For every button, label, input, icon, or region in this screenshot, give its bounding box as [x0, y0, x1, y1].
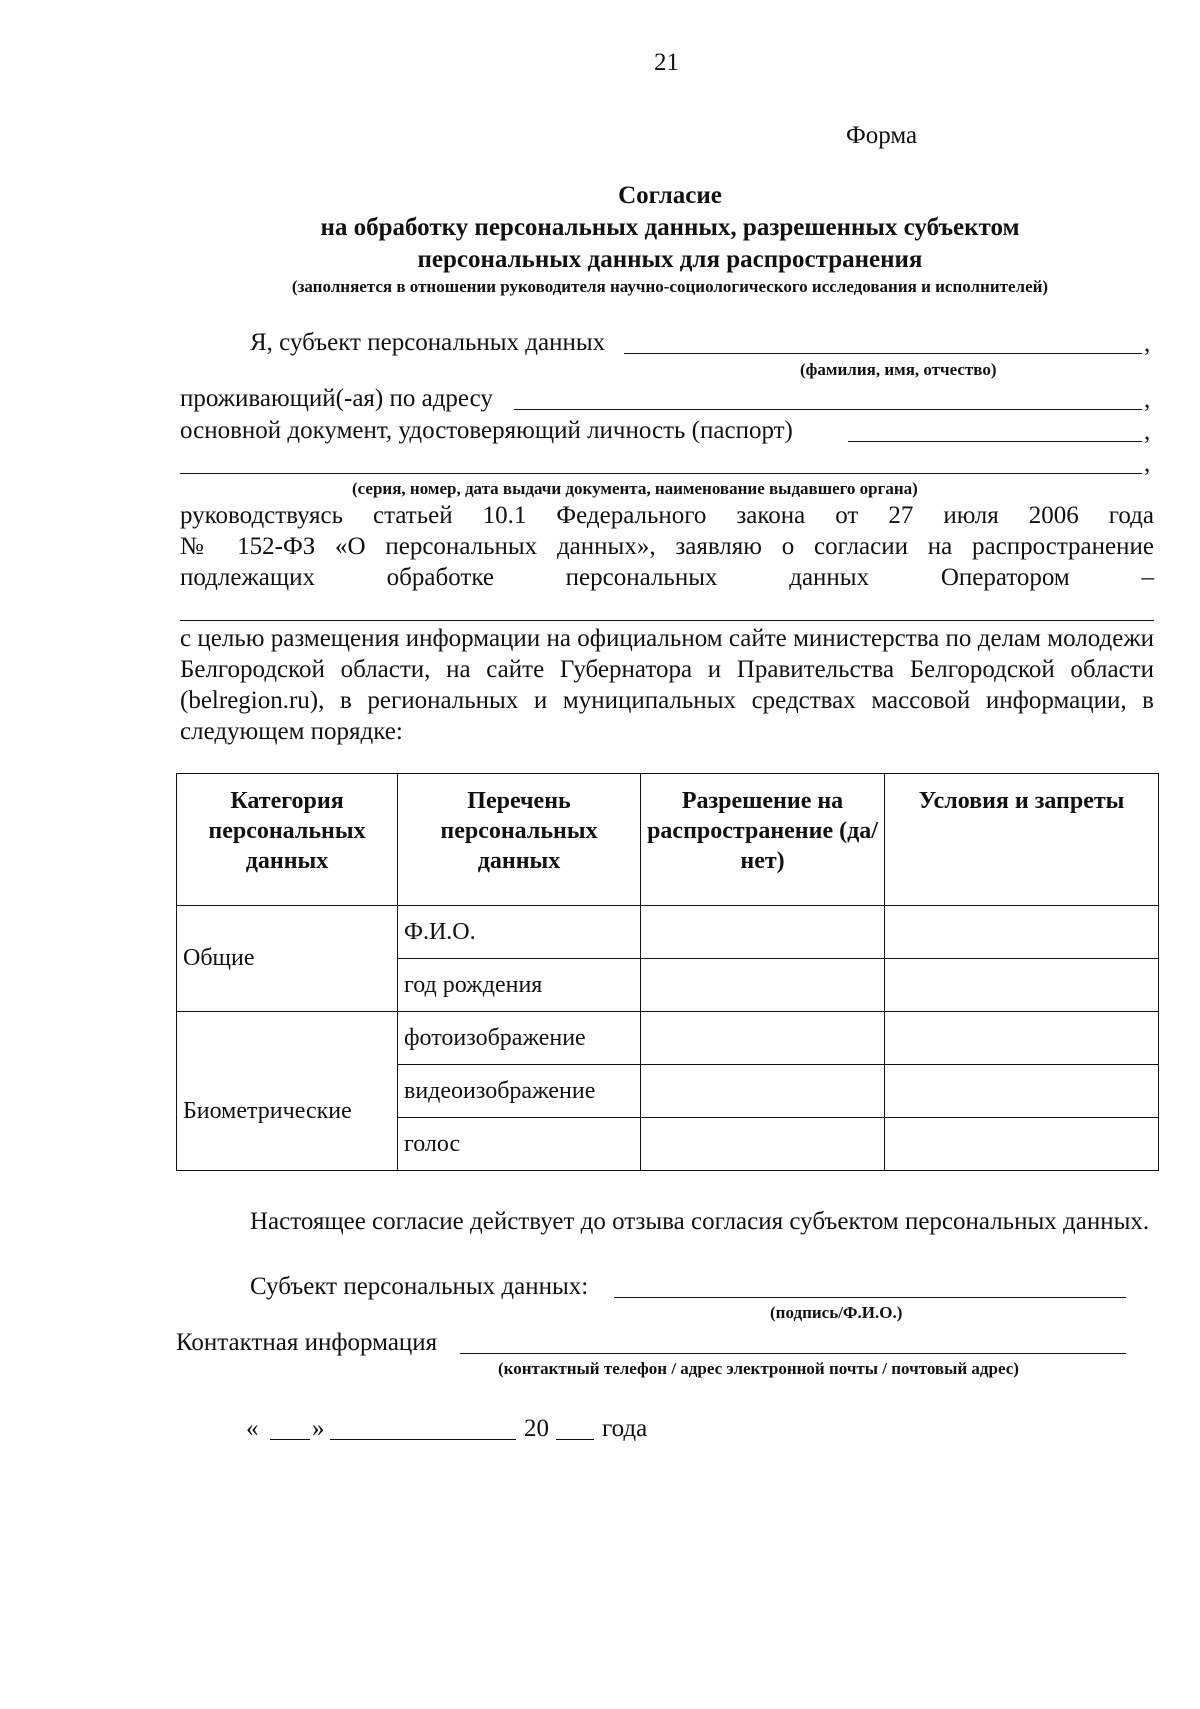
subject-comma: ,	[1144, 330, 1151, 357]
document-label: основной документ, удостоверяющий личность (паспорт)	[180, 417, 793, 444]
permission-cell[interactable]	[641, 906, 885, 959]
title-note: (заполняется в отношении руководителя научно-социологического исследования и исполнителей)	[291, 277, 1049, 296]
category-biometric: Биометрические	[177, 1012, 398, 1171]
document-details-field[interactable]	[180, 473, 1142, 474]
subject-name-field[interactable]	[624, 353, 1142, 354]
signature-hint: (подпись/Ф.И.О.)	[770, 1303, 903, 1322]
permission-cell[interactable]	[641, 1012, 885, 1065]
page-number: 21	[654, 49, 679, 76]
date-century: 20	[524, 1415, 549, 1442]
signature-label: Субъект персональных данных:	[250, 1273, 589, 1300]
document-hint: (серия, номер, дата выдачи документа, наименование выдавшего органа)	[352, 479, 918, 498]
document-comma: ,	[1144, 418, 1151, 445]
signature-field[interactable]	[614, 1297, 1126, 1298]
document-field[interactable]	[848, 441, 1142, 442]
title-line-1: Согласие	[618, 182, 722, 209]
item-video: видеоизображение	[398, 1065, 641, 1118]
date-day-field[interactable]	[270, 1439, 310, 1440]
conditions-cell[interactable]	[885, 906, 1159, 959]
contact-field[interactable]	[460, 1353, 1126, 1354]
item-fio: Ф.И.О.	[398, 906, 641, 959]
title-line-2: на обработку персональных данных, разрешенных субъектом	[320, 214, 1020, 241]
validity-text: Настоящее согласие действует до отзыва согласия субъектом персональных данных.	[250, 1208, 1150, 1235]
address-comma: ,	[1144, 386, 1151, 413]
document-details-comma: ,	[1144, 450, 1151, 477]
header-permission: Разрешение на распространение (да/нет)	[641, 774, 885, 906]
permission-cell[interactable]	[641, 959, 885, 1012]
conditions-cell[interactable]	[885, 1012, 1159, 1065]
conditions-cell[interactable]	[885, 1065, 1159, 1118]
body-line-2: № 152-ФЗ «О персональных данных», заявляю о согласии на распространение	[180, 533, 1154, 560]
form-label: Форма	[846, 122, 918, 149]
consent-table	[176, 773, 1159, 1171]
operator-field[interactable]	[180, 620, 1154, 621]
table-header-row	[177, 774, 1159, 906]
subject-hint: (фамилия, имя, отчество)	[800, 360, 997, 379]
permission-cell[interactable]	[641, 1118, 885, 1171]
body-line-1: руководствуясь статьей 10.1 Федерального закона от 27 июля 2006 года	[180, 502, 1154, 529]
conditions-cell[interactable]	[885, 959, 1159, 1012]
address-label: проживающий(-ая) по адресу	[180, 385, 493, 412]
body-line-3: подлежащих обработке персональных данных Оператором –	[180, 564, 1154, 591]
item-voice: голос	[398, 1118, 641, 1171]
conditions-cell[interactable]	[885, 1118, 1159, 1171]
table-row	[177, 906, 1159, 959]
item-birth-year: год рождения	[398, 959, 641, 1012]
purpose-paragraph: с целью размещения информации на официальном сайте министерства по делам молодежи Белгородской области, на сайте Губернатора и Правительства Белгородской области (belregion.ru), в региональных и муниципальных средствах массовой информации, в следующем порядке:	[180, 625, 1154, 745]
header-conditions: Условия и запреты	[885, 774, 1159, 906]
contact-hint: (контактный телефон / адрес электронной почты / почтовый адрес)	[498, 1359, 1019, 1378]
date-close-quote: »	[312, 1415, 325, 1442]
item-photo: фотоизображение	[398, 1012, 641, 1065]
category-general: Общие	[177, 906, 398, 1012]
title-line-3: персональных данных для распространения	[417, 246, 923, 273]
date-open-quote: «	[246, 1415, 259, 1442]
subject-label: Я, субъект персональных данных	[250, 329, 606, 356]
header-category: Категория персональных данных	[177, 774, 398, 906]
date-suffix: года	[602, 1415, 648, 1442]
address-field[interactable]	[514, 409, 1142, 410]
permission-cell[interactable]	[641, 1065, 885, 1118]
table-row	[177, 1012, 1159, 1065]
date-year-field[interactable]	[556, 1439, 594, 1440]
contact-label: Контактная информация	[176, 1329, 438, 1356]
header-list: Перечень персональных данных	[398, 774, 641, 906]
date-month-field[interactable]	[330, 1439, 516, 1440]
